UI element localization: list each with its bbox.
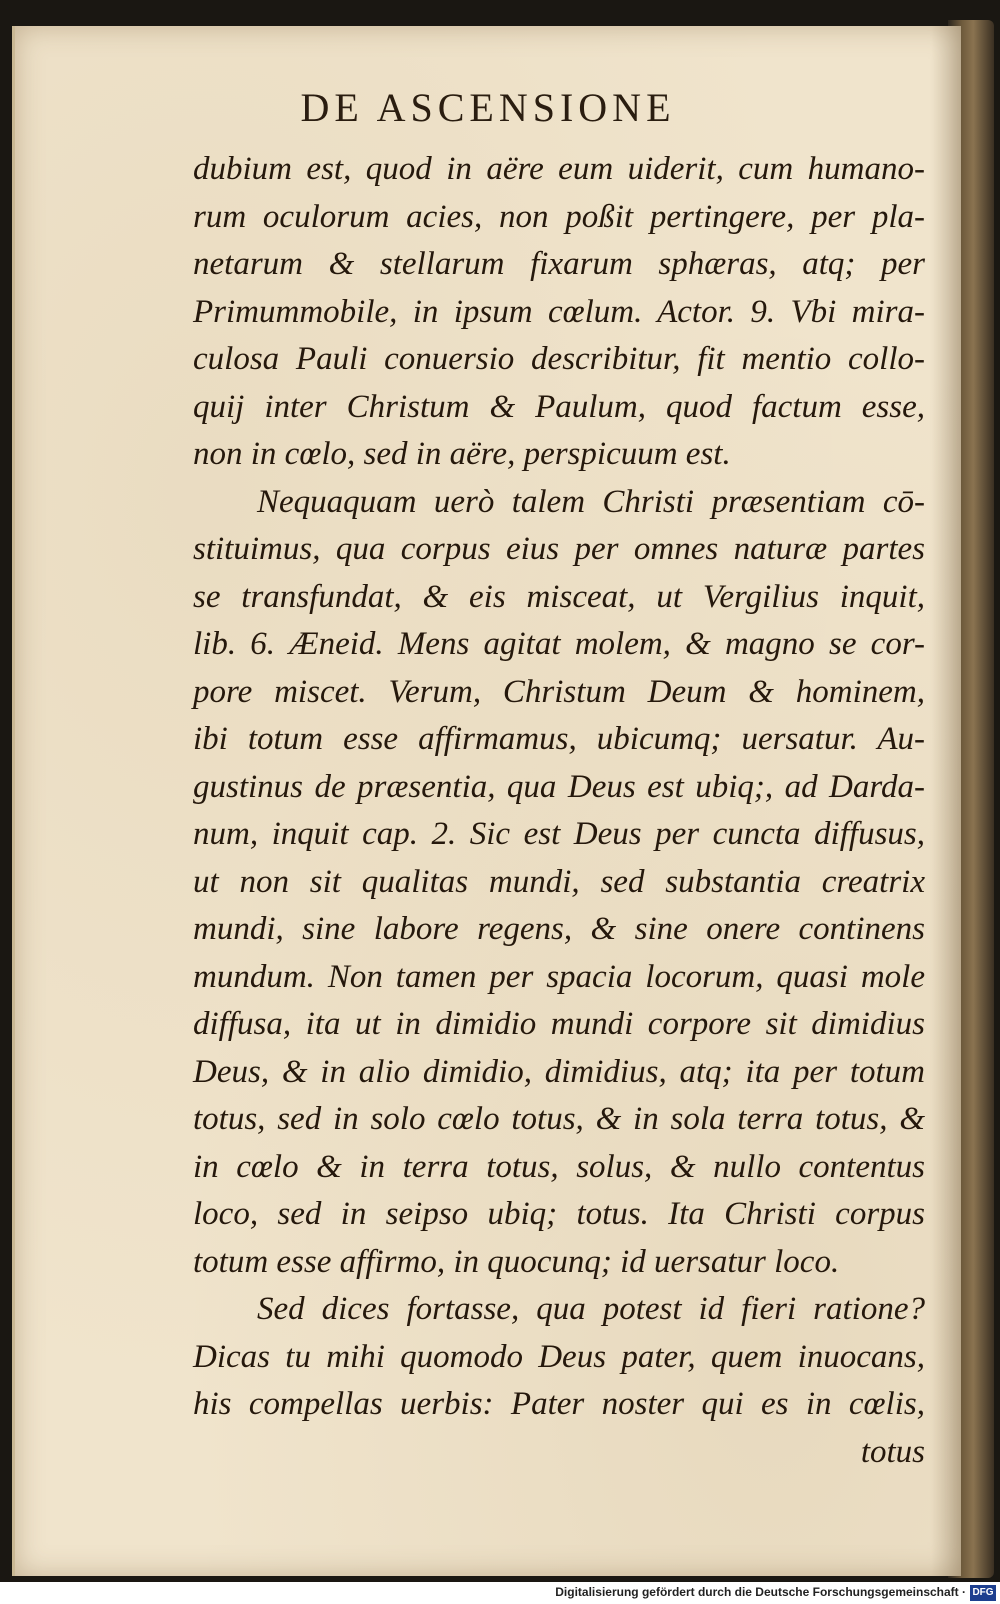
- paragraph-start-line: Nequaquam uerò talem Christi præsentiam cō-: [257, 483, 925, 520]
- text-line: stituimus, qua corpus eius per omnes naturæ partes: [193, 531, 925, 567]
- text-line: diffusa, ita ut in dimidio mundi corpore sit dimidius: [193, 1006, 925, 1042]
- text-line: mundum. Non tamen per spacia locorum, quasi mole: [193, 958, 925, 995]
- text-line: culosa Pauli conuersio describitur, fit mentio collo-: [193, 341, 925, 377]
- text-line: lib. 6. Æneid. Mens agitat molem, & magno se cor-: [193, 626, 925, 662]
- page-gutter-shadow: [931, 26, 961, 1576]
- text-line: Deus, & in alio dimidio, dimidius, atq; ita per totum: [193, 1053, 925, 1090]
- digitization-credit-bar: [0, 1582, 1000, 1604]
- text-line: ut non sit qualitas mundi, sed substantia creatrix: [193, 863, 925, 900]
- book-page: [12, 26, 961, 1576]
- text-line: ibi totum esse affirmamus, ubicumq; uersatur. Au-: [193, 721, 925, 757]
- text-line: num, inquit cap. 2. Sic est Deus per cuncta diffusus,: [193, 816, 925, 852]
- text-line: netarum & stellarum fixarum sphæras, atq; per: [193, 246, 925, 282]
- text-line: totum esse affirmo, in quocunq; id uersatur loco.: [193, 1243, 840, 1280]
- text-line: his compellas uerbis: Pater noster qui es in cœlis,: [193, 1386, 925, 1422]
- text-line: rum oculorum acies, non poßit pertingere, per pla-: [193, 198, 925, 235]
- text-line: in cœlo & in terra totus, solus, & nullo contentus: [193, 1148, 925, 1185]
- funding-credit-text: Digitalisierung gefördert durch die Deutsche Forschungsgemeinschaft ·: [555, 1585, 966, 1599]
- text-line: Primummobile, in ipsum cœlum. Actor. 9. Vbi mira-: [193, 293, 925, 330]
- paragraph-start-line: Sed dices fortasse, qua potest id fieri ratione?: [257, 1291, 925, 1327]
- text-line: non in cœlo, sed in aëre, perspicuum est.: [193, 436, 731, 472]
- running-head: DE ASCENSIONE: [300, 85, 676, 130]
- text-line: mundi, sine labore regens, & sine onere continens: [193, 911, 925, 947]
- text-line: dubium est, quod in aëre eum uiderit, cum humano-: [193, 151, 925, 187]
- catchword: totus: [860, 1433, 925, 1470]
- text-line: Dicas tu mihi quomodo Deus pater, quem inuocans,: [193, 1338, 925, 1375]
- body-text: [193, 146, 925, 1476]
- text-line: totus, sed in solo cœlo totus, & in sola terra totus, &: [193, 1101, 925, 1137]
- text-line: gustinus de præsentia, qua Deus est ubiq;, ad Darda-: [193, 768, 925, 805]
- text-line: loco, sed in seipso ubiq; totus. Ita Christi corpus: [193, 1196, 925, 1232]
- text-line: pore miscet. Verum, Christum Deum & hominem,: [193, 673, 925, 710]
- dfg-logo: DFG: [970, 1585, 996, 1601]
- text-line: quij inter Christum & Paulum, quod factum esse,: [193, 388, 925, 425]
- text-line: se transfundat, & eis misceat, ut Vergilius inquit,: [193, 578, 925, 615]
